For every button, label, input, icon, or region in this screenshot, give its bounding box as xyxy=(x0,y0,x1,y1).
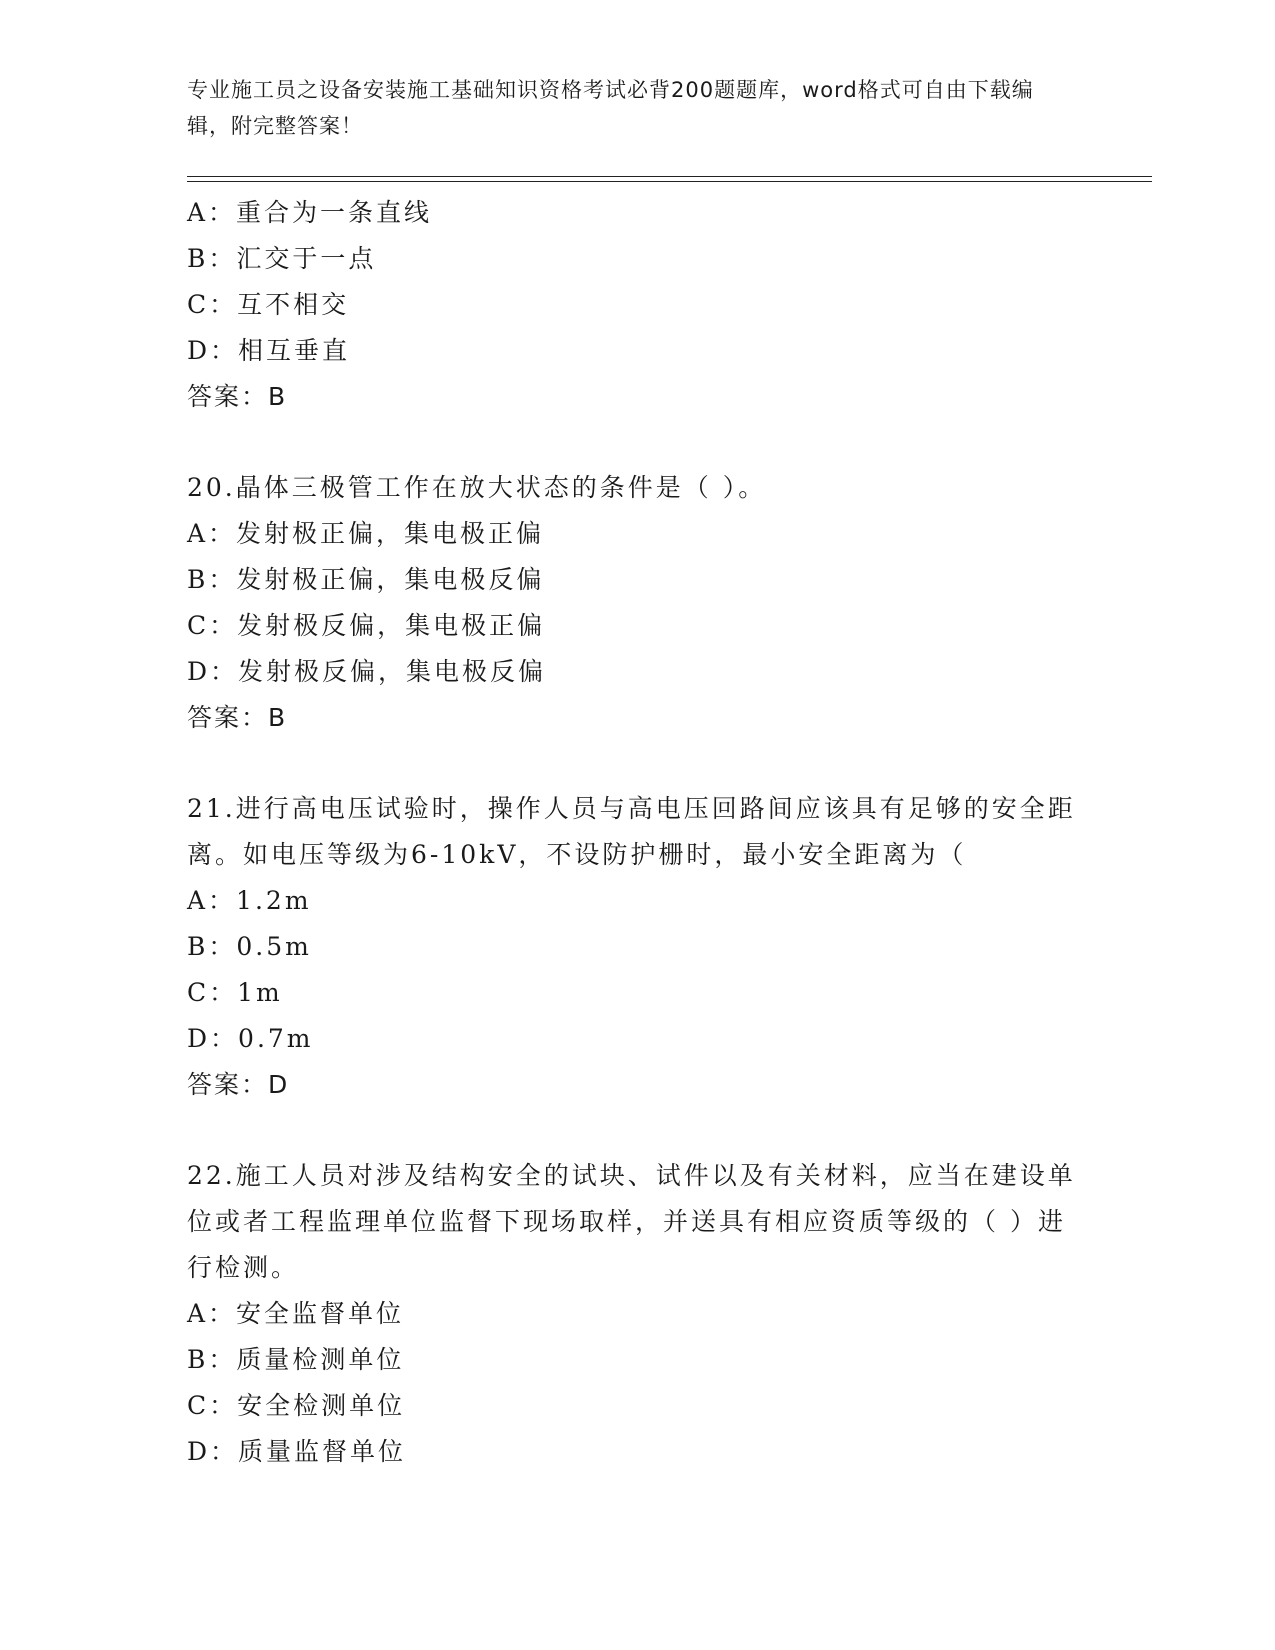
header-divider-top xyxy=(187,176,1152,177)
option-c: C：1m xyxy=(187,978,283,1007)
option-a: A：安全监督单位 xyxy=(187,1299,405,1328)
option-c: C：安全检测单位 xyxy=(187,1391,406,1420)
option-b: B：0.5m xyxy=(187,932,312,961)
option-b: B：质量检测单位 xyxy=(187,1345,405,1374)
question-text: 22.施工人员对涉及结构安全的试块、试件以及有关材料，应当在建设单位或者工程监理单位监督下现场取样，并送具有相应资质等级的（ ）进行检测。 xyxy=(187,1161,1076,1282)
option-d: D：0.7m xyxy=(187,1024,314,1053)
question-block xyxy=(187,786,1087,1108)
document-header: 专业施工员之设备安装施工基础知识资格考试必背200题题库，word格式可自由下载编辑，附完整答案！ xyxy=(187,78,1034,138)
option-b: B：发射极正偏，集电极反偏 xyxy=(187,565,545,594)
question-text: 21.进行高电压试验时，操作人员与高电压回路间应该具有足够的安全距离。如电压等级为6-10kV，不设防护栅时，最小安全距离为（ xyxy=(187,794,1076,869)
option-c: C：发射极反偏，集电极正偏 xyxy=(187,611,546,640)
option-b: B：汇交于一点 xyxy=(187,244,377,273)
question-text: 20.晶体三极管工作在放大状态的条件是（ ）。 xyxy=(187,473,767,502)
option-c: C：互不相交 xyxy=(187,290,350,319)
answer: 答案：B xyxy=(187,703,288,732)
question-block xyxy=(187,1153,1087,1475)
option-a: A：1.2m xyxy=(187,886,312,915)
option-d: D：质量监督单位 xyxy=(187,1437,407,1466)
question-block xyxy=(187,465,1087,741)
option-a: A：发射极正偏，集电极正偏 xyxy=(187,519,545,548)
option-d: D：相互垂直 xyxy=(187,336,351,365)
question-block xyxy=(187,190,1087,420)
answer: 答案：D xyxy=(187,1070,290,1099)
option-a: A：重合为一条直线 xyxy=(187,198,433,227)
answer: 答案：B xyxy=(187,382,288,411)
option-d: D：发射极反偏，集电极反偏 xyxy=(187,657,547,686)
question-list xyxy=(187,190,1087,1475)
header-divider-bottom xyxy=(187,181,1152,182)
